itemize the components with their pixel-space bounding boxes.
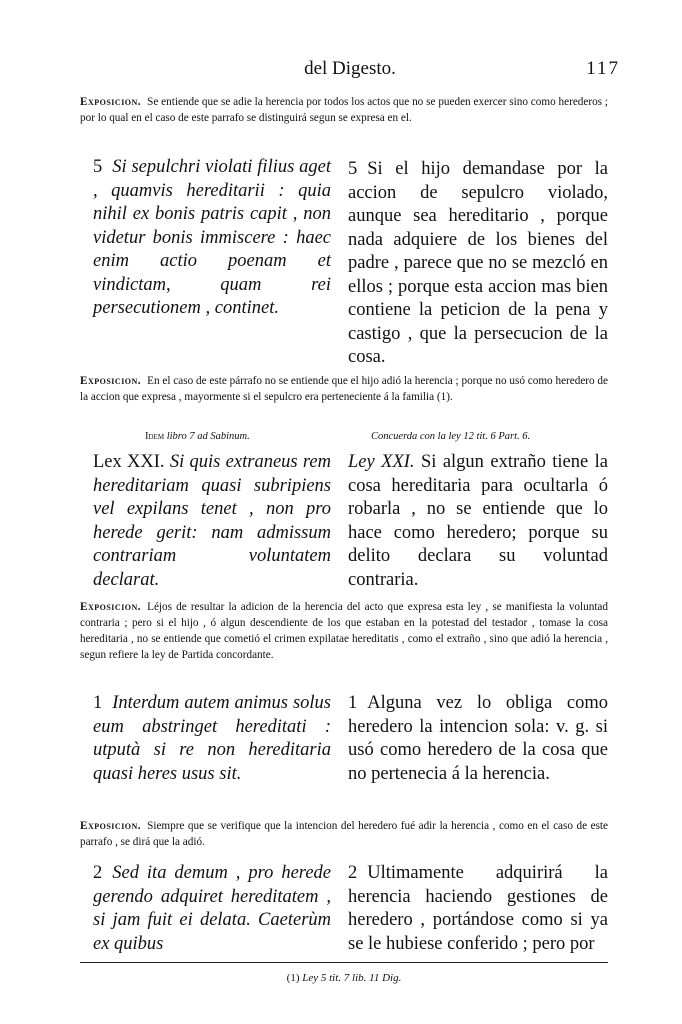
section-1-spanish xyxy=(348,692,608,786)
latin-text: Si quis extraneus rem hereditariam quasi subripiens vel expilans tenet , non pro herede gerit: nam admissum contrariam voluntatem declarat. xyxy=(93,452,331,590)
spanish-text: Alguna vez lo obliga como heredero la intencion sola: v. g. si usó como heredero de la cosa que no pertenecia á la herencia. xyxy=(348,693,608,784)
latin-text: Si sepulchri violati filius aget , quamvis hereditarii : quia nihil ex bonis patris capit , non videtur bonis immiscere : haec enim actio poenam et vindictam, quam rei persecutionem , continet. xyxy=(93,157,331,318)
section-number: 5 xyxy=(93,157,103,177)
section-5-latin xyxy=(93,156,331,321)
section-5-spanish xyxy=(348,158,608,370)
spanish-text: Si algun extraño tiene la cosa hereditaria para ocultarla ó robarla , no se entiende que lo hace como heredero; porque su delito declara su voluntad contraria. xyxy=(348,452,608,590)
exposicion-label: Exposicion. xyxy=(80,820,142,832)
lex-21-spanish xyxy=(348,451,608,592)
section-1-latin xyxy=(93,692,331,786)
caption-idem-prefix: Idem xyxy=(145,431,165,442)
footnote-rule xyxy=(80,962,608,963)
section-number: 2 xyxy=(93,863,103,883)
exposicion-paragraph-3 xyxy=(80,599,608,663)
footnote-text: Ley 5 tit. 7 lib. 11 Dig. xyxy=(302,972,402,984)
page-header xyxy=(80,58,620,84)
exposicion-label: Exposicion. xyxy=(80,601,142,613)
section-number: 1 xyxy=(93,693,103,713)
footnote xyxy=(80,972,608,984)
section-number: 2 xyxy=(348,863,358,883)
exposicion-text: Léjos de resultar la adicion de la herencia del acto que expresa esta ley , se manifiesta la voluntad contraria ; pero si el hijo , ó algun descendiente de los que estaban en la potestad del testador , tomase la cosa hereditaria , no se entiende que cometió el crimen expilatae hereditatis , como el extraño , sino que adió la herencia , segun refiere la ley de Partida concordante. xyxy=(80,601,608,661)
exposicion-label: Exposicion. xyxy=(80,375,142,387)
footnote-marker: (1) xyxy=(286,972,300,984)
latin-text: Interdum autem animus solus eum abstringet hereditati : utputà si re non hereditaria quasi heres usus sit. xyxy=(93,693,331,784)
spanish-text: Ultimamente adquirirá la herencia haciendo gestiones de heredero , portándose como si ya se le hubiese conferido ; pero por xyxy=(348,863,608,954)
caption-idem xyxy=(145,431,250,442)
section-number: 5 xyxy=(348,159,358,179)
spanish-text: Si el hijo demandase por la accion de sepulcro violado, aunque sea hereditario , porque nada adquiere de los bienes del padre , parece que no se mezcló en ellos ; porque esta accion mas bien contiene la peticion de la pena y castigo , que la persecucion de la cosa. xyxy=(348,159,608,367)
exposicion-paragraph-2 xyxy=(80,373,608,405)
exposicion-label: Exposicion. xyxy=(80,96,142,108)
section-2-spanish xyxy=(348,862,608,956)
exposicion-text: En el caso de este párrafo no se entiende que el hijo adió la herencia ; porque no usó como heredero de la accion que expresa , mayormente si el sepulcro era perteneciente á la familia (1). xyxy=(80,375,608,403)
ley-label: Ley XXI. xyxy=(348,452,415,472)
exposicion-paragraph-1 xyxy=(80,94,608,126)
exposicion-paragraph-4 xyxy=(80,818,608,850)
section-number: 1 xyxy=(348,693,358,713)
section-2-latin xyxy=(93,862,331,956)
caption-concordance: Concuerda con la ley 12 tit. 6 Part. 6. xyxy=(371,431,531,442)
exposicion-text: Siempre que se verifique que la intencion del heredero fué adir la herencia , como en el caso de este parrafo , se dirá que la adió. xyxy=(80,820,608,848)
lex-21-latin xyxy=(93,451,331,592)
page-number: 117 xyxy=(586,58,620,79)
lex-label: Lex XXI. xyxy=(93,452,165,472)
latin-text: Sed ita demum , pro herede gerendo adquiret hereditatem , si jam fuit ei delata. Caeterùm ex quibus xyxy=(93,863,331,954)
exposicion-text: Se entiende que se adie la herencia por todos los actos que no se pueden exercer sino como herederos ; por lo qual en el caso de este parrafo se distinguirá segun se expresa en el. xyxy=(80,96,608,124)
caption-idem-rest: libro 7 ad Sabinum. xyxy=(166,431,250,442)
page-title: del Digesto. xyxy=(304,58,396,79)
